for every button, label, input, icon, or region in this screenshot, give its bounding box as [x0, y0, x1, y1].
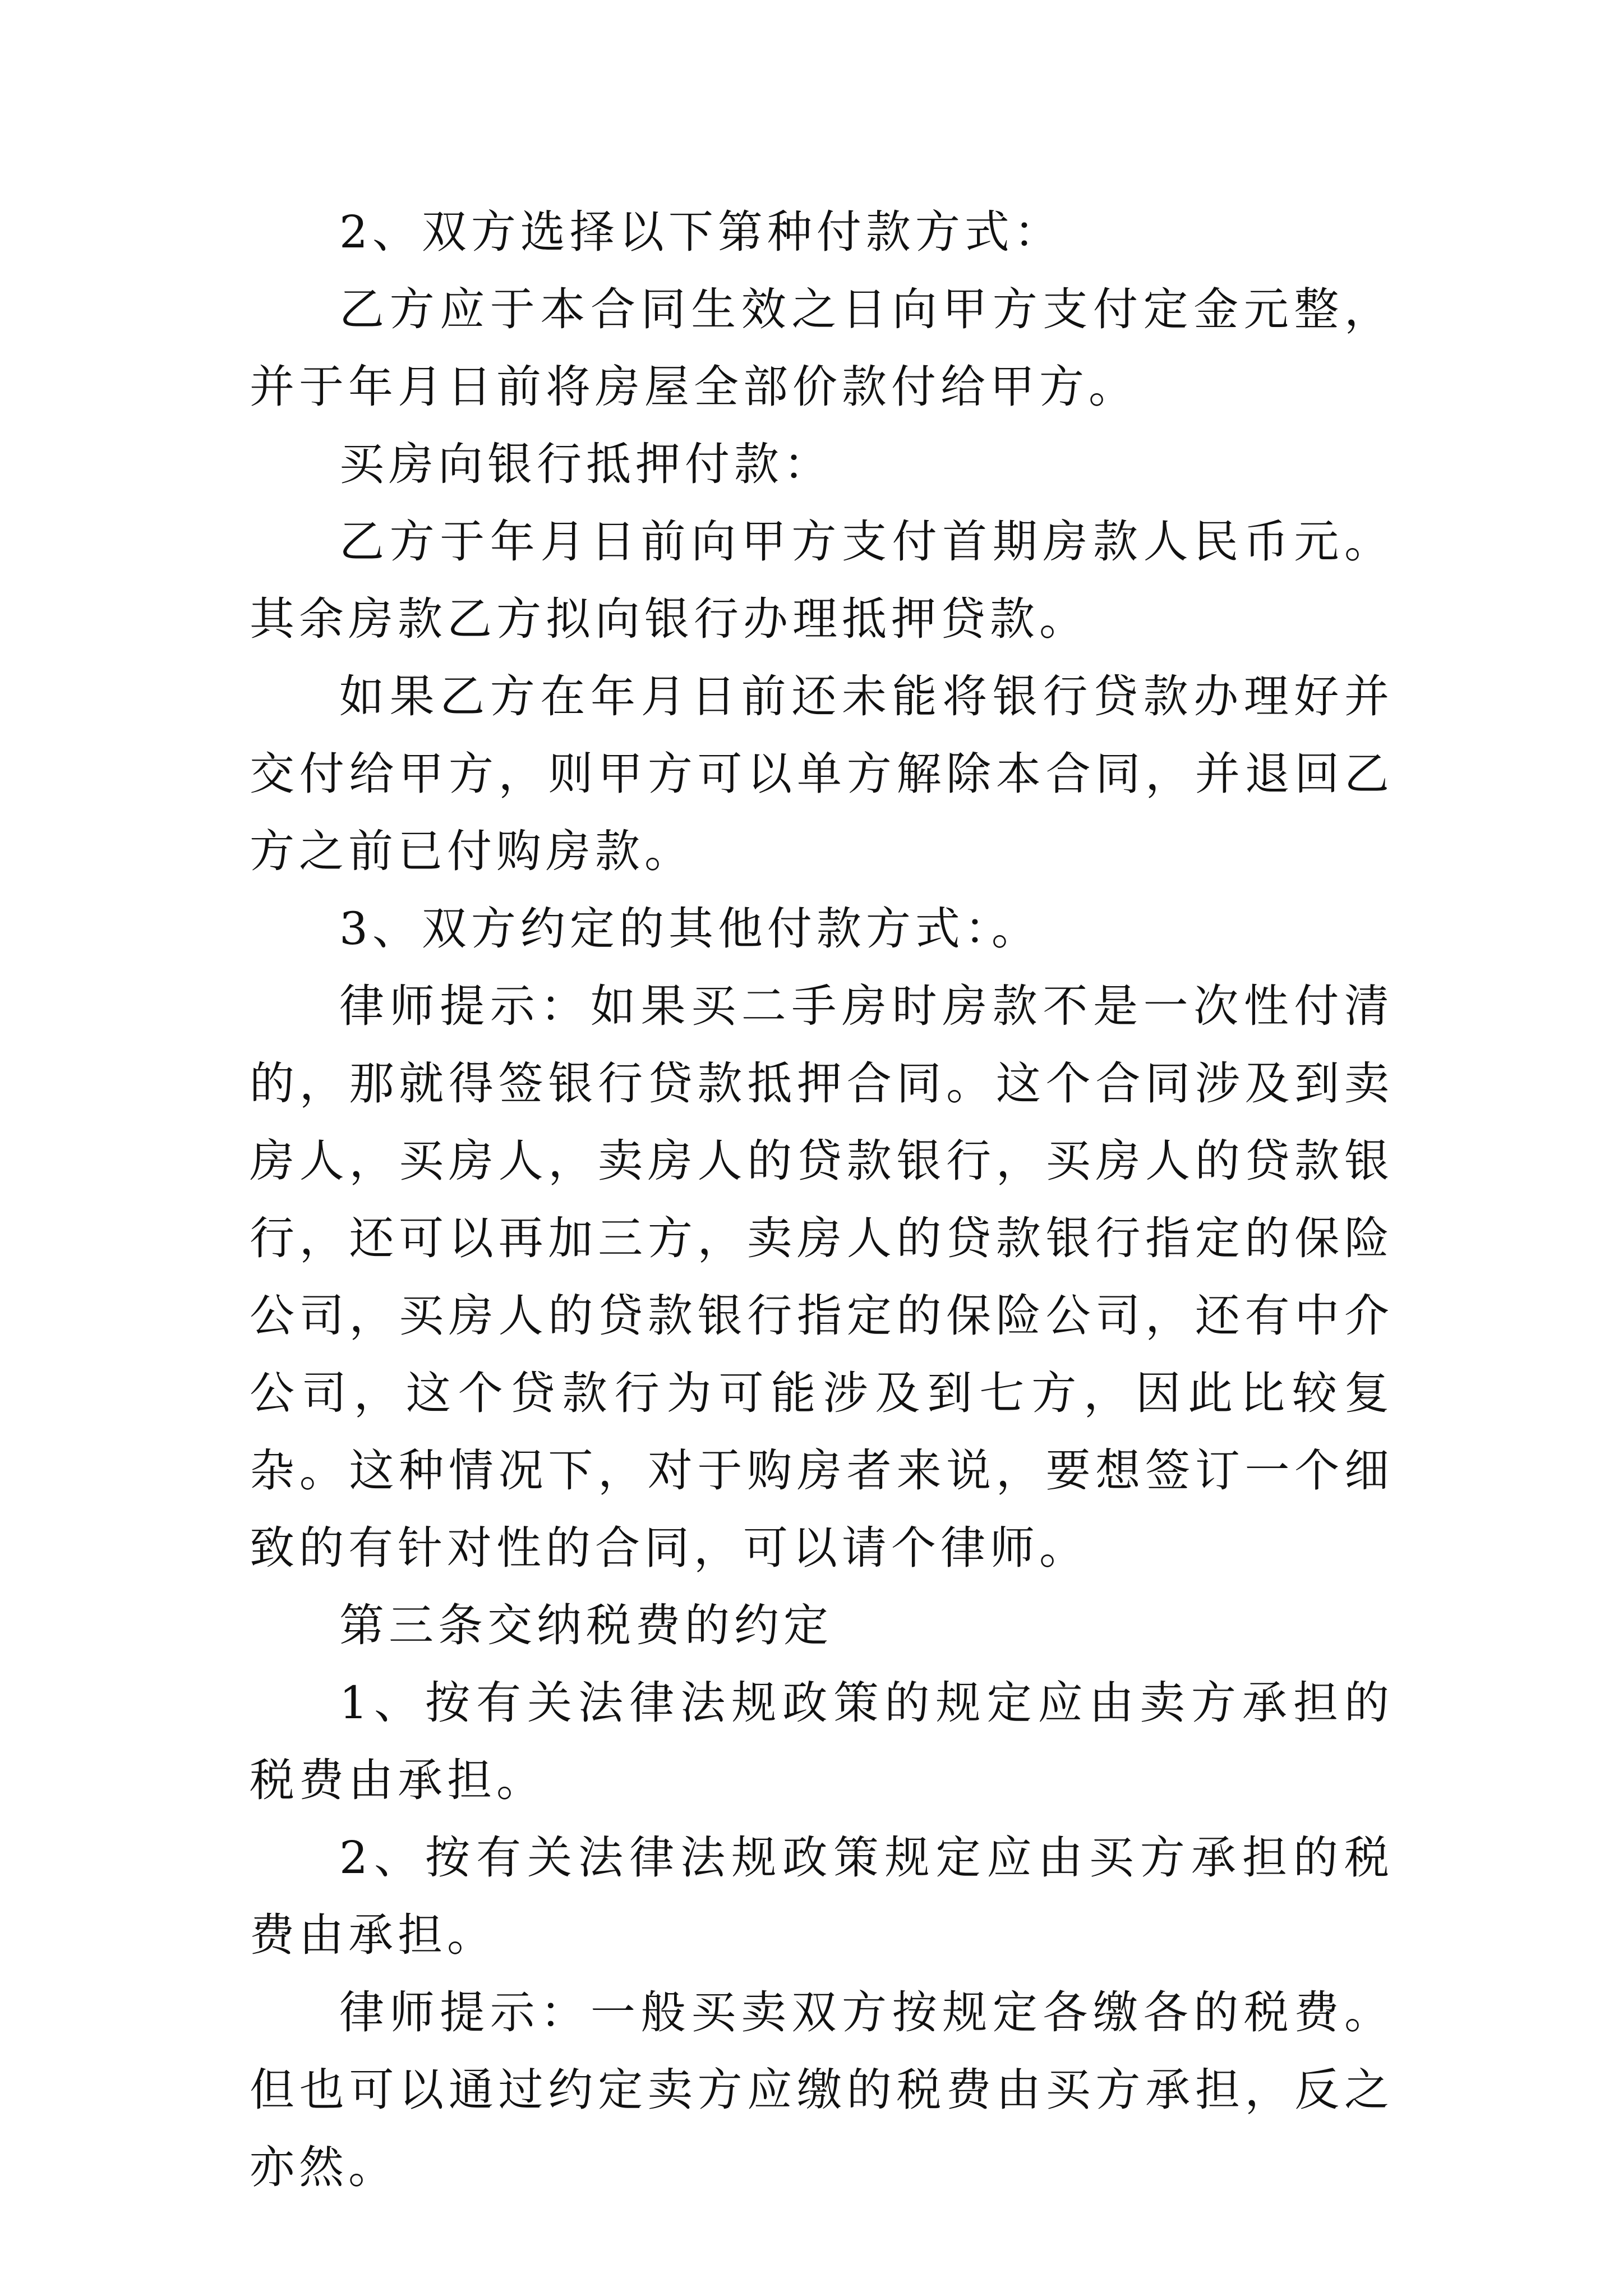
paragraph-article-three-title: 第三条交纳税费的约定: [339, 1599, 833, 1651]
paragraph-buyer-taxes: 2、按有关法律法规政策规定应由买方承担的税费由承担。: [250, 1832, 1394, 1961]
paragraph-mortgage-heading: 买房向银行抵押付款：: [339, 438, 833, 490]
paragraph-down-payment: 乙方于年月日前向甲方支付首期房款人民币元。其余房款乙方拟向银行办理抵押贷款。: [250, 516, 1394, 645]
paragraph-lawyer-tip-loan: 律师提示：如果买二手房时房款不是一次性付清的，那就得签银行贷款抵押合同。这个合同涉及到卖房人，买房人，卖房人的贷款银行，买房人的贷款银行，还可以再加三方，卖房人的贷款银行指定的保险公司，买房人的贷款银行指定的保险公司，还有中介公司，这个贷款行为可能涉及到七方，因此比较复杂。这种情况下，对于购房者来说，要想签订一个细致的有针对性的合同，可以请个律师。: [250, 980, 1394, 1574]
paragraph-other-payment: 3、双方约定的其他付款方式：。: [339, 903, 1041, 955]
paragraph-loan-deadline: 如果乙方在年月日前还未能将银行贷款办理好并交付给甲方，则甲方可以单方解除本合同，并退回乙方之前已付购房款。: [250, 670, 1394, 877]
document-body: [250, 194, 1394, 2206]
paragraph-seller-taxes: 1、按有关法律法规政策的规定应由卖方承担的税费由承担。: [250, 1677, 1394, 1806]
paragraph-payment-method-choice: 2、双方选择以下第种付款方式：: [339, 206, 1063, 258]
paragraph-deposit-full-payment: 乙方应于本合同生效之日向甲方支付定金元整，并于年月日前将房屋全部价款付给甲方。: [250, 283, 1394, 413]
paragraph-lawyer-tip-taxes: 律师提示：一般买卖双方按规定各缴各的税费。但也可以通过约定卖方应缴的税费由买方承担，反之亦然。: [250, 1986, 1394, 2193]
